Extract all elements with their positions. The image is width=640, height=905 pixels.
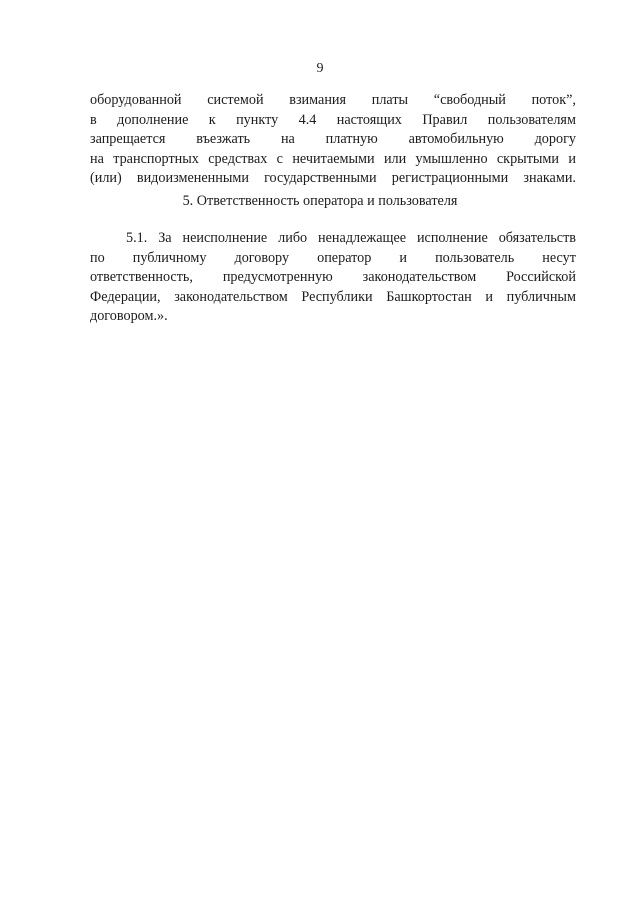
word: публичному	[132, 249, 207, 266]
word: Правил	[422, 111, 468, 128]
word: 4.4	[298, 111, 317, 128]
paragraph-line	[90, 249, 576, 269]
word: либо	[278, 230, 308, 246]
word: поток”,	[531, 92, 576, 108]
paragraph-continuation	[90, 91, 576, 189]
paragraph-line	[90, 130, 576, 150]
word: к	[208, 111, 216, 128]
word: платную	[325, 131, 378, 147]
word: оборудованной	[90, 92, 182, 108]
word: регистрационными	[391, 170, 509, 186]
word: нечитаемыми	[292, 150, 375, 167]
word: Российской	[506, 269, 576, 285]
word: настоящих	[336, 111, 402, 128]
word: и	[485, 288, 494, 305]
word: “свободный	[433, 92, 506, 108]
word: Башкортостан	[386, 288, 472, 305]
word: неисполнение	[182, 230, 268, 246]
word: договору	[234, 249, 290, 266]
word: запрещается	[90, 131, 166, 147]
paragraph-line	[90, 150, 576, 170]
word: взимания	[289, 92, 347, 108]
paragraph-line	[90, 288, 576, 308]
word: и	[568, 150, 576, 167]
word: видоизмененными	[136, 170, 249, 186]
word: Республики	[301, 288, 373, 305]
word: ответственность,	[90, 269, 193, 285]
word: обязательств	[498, 230, 576, 246]
word: в	[90, 111, 97, 128]
word: на	[280, 131, 295, 147]
word: несут	[542, 249, 576, 266]
word: законодательством	[362, 269, 477, 285]
word: системой	[207, 92, 264, 108]
word: публичным	[506, 288, 576, 305]
word: на	[90, 150, 104, 167]
word: ненадлежащее	[318, 230, 407, 246]
page-number: 9	[316, 61, 324, 76]
word: (или)	[90, 170, 122, 186]
word: средствах	[208, 150, 268, 167]
word: предусмотренную	[222, 269, 333, 285]
section-heading: 5. Ответственность оператора и пользователя	[182, 193, 458, 209]
paragraph-line	[90, 91, 576, 111]
word: 5.1.	[126, 230, 148, 246]
paragraph-line	[90, 111, 576, 131]
word: платы	[371, 92, 409, 108]
word: государственными	[264, 170, 377, 186]
word: законодательством	[174, 288, 288, 305]
word: знаками.	[523, 170, 576, 186]
word: исполнение	[416, 230, 488, 246]
paragraph-line	[90, 229, 576, 249]
word: пользователь	[435, 249, 515, 266]
word: или	[383, 150, 407, 167]
word: За	[158, 230, 172, 246]
paragraph-line	[90, 307, 576, 327]
word: въезжать	[196, 131, 251, 147]
word: дополнение	[117, 111, 189, 128]
word: транспортных	[113, 150, 199, 167]
paragraph-line	[90, 169, 576, 189]
word: умышленно	[415, 150, 488, 167]
word: автомобильную	[408, 131, 504, 147]
word: оператор	[317, 249, 372, 266]
word: договором.».	[90, 308, 168, 324]
word: и	[399, 249, 407, 266]
word: дорогу	[534, 131, 576, 147]
paragraph-5-1	[90, 229, 576, 327]
word: по	[90, 249, 105, 266]
word: с	[276, 150, 283, 167]
word: пункту	[236, 111, 279, 128]
word: скрытыми	[496, 150, 559, 167]
paragraph-line	[90, 268, 576, 288]
word: пользователям	[487, 111, 576, 128]
word: Федерации,	[90, 288, 161, 305]
